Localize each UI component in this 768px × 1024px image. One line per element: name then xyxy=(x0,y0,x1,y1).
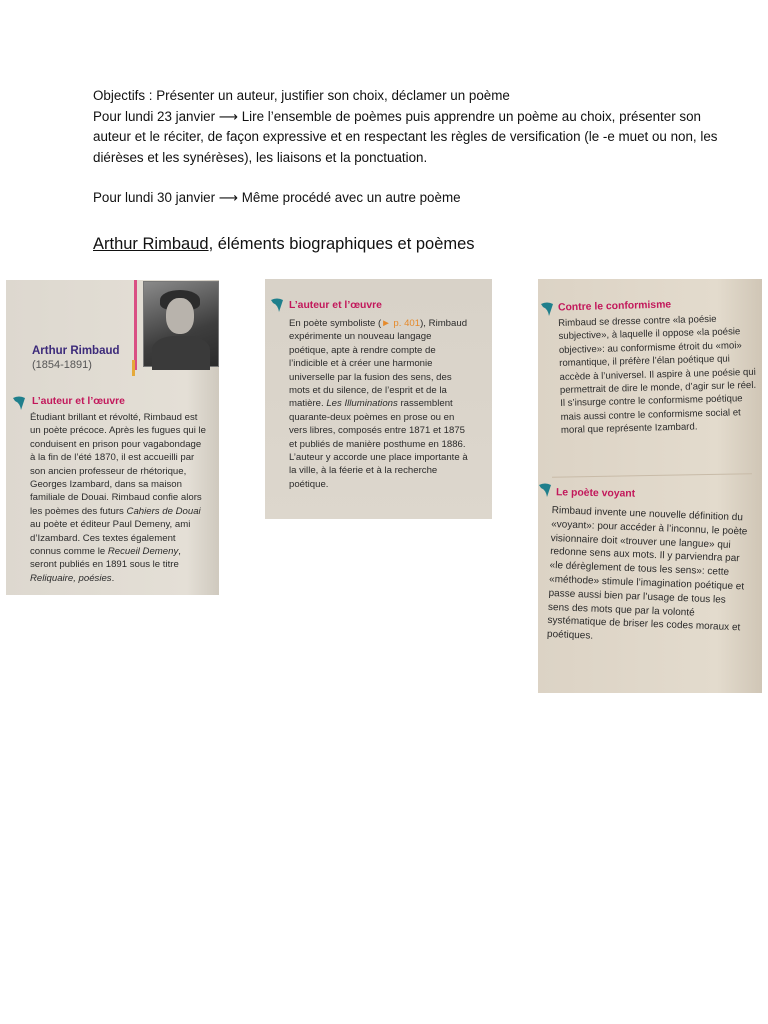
section-body-conformisme: Rimbaud se dresse contre «la poésie subjective», à laquelle il oppose «la poésie objective»: au conformisme étroit du «moi» romantique, il préfère l’élan poétique qui accède à l’universel. Il aspire à une poésie qui permettrait de dire le monde, d’agir sur le réel. Il s’insurge contre le conformisme poétique mais aussi contre le conformisme social et moral que représente Izambard. xyxy=(558,313,757,437)
assignment-1: Pour lundi 23 janvier ⟶ Lire l’ensemble de poèmes puis apprendre un poème au choix, présenter son auteur et le réciter, de façon expressive et en respectant les règles de versification (le -e muet ou non, les diérèses et les synérèses), les liaisons et la ponctuation. xyxy=(93,108,718,165)
section-title-conformisme: Contre le conformisme xyxy=(557,299,672,314)
section-title-voyant: Le poète voyant xyxy=(555,487,636,500)
assignment-2: Pour lundi 30 janvier ⟶ Même procédé avec un autre poème xyxy=(93,190,461,205)
section-heading xyxy=(93,235,475,254)
textbook-photo-poetics xyxy=(538,279,762,693)
section-marker-icon xyxy=(270,297,284,313)
author-link[interactable]: Arthur Rimbaud xyxy=(93,235,209,253)
heading-text: , éléments biographiques et poèmes xyxy=(208,235,475,253)
section-marker-icon xyxy=(12,395,26,411)
section-marker-icon xyxy=(538,482,552,498)
author-name: Arthur Rimbaud xyxy=(32,345,120,357)
decorative-bar xyxy=(132,360,135,376)
section-body: Étudiant brillant et révolté, Rimbaud est un poète précoce. Après les fugues qui le conduisent en prison pour vagabondage à la fin de l’été 1870, il est accueilli par son ancien professeur de rhétorique, Georges Izambard, dans sa maison familiale de Douai. Rimbaud confie alors les poèmes des futurs Cahiers de Douai au poète et éditeur Paul Demeny, ami d’Izambard. Ces textes également connus comme le Recueil Demeny, seront publiés en 1891 sous le titre Reliquaire, poésies. xyxy=(30,412,207,584)
instructions xyxy=(93,86,733,209)
section-body: En poète symboliste (► p. 401), Rimbaud expérimente un nouveau langage poétique, apte à rendre compte de l’indicible et à créer une harmonie universelle par la fusion des sens, des mots et du silence, de l’esprit et de la matière. Les Illuminations rassemblent quarante-deux poèmes en prose ou en vers libres, composés entre 1871 et 1875 et publiés de manière posthume en 1886. L’auteur y accorde une place importante à la ville, à la féerie et à la recherche poétique. xyxy=(289,318,468,490)
author-dates: (1854-1891) xyxy=(32,359,92,371)
section-title: L’auteur et l’œuvre xyxy=(32,396,125,407)
divider xyxy=(552,473,752,477)
section-title: L’auteur et l’œuvre xyxy=(289,300,382,311)
section-marker-icon xyxy=(540,301,554,317)
decorative-bar xyxy=(134,280,137,370)
objectives-line: Objectifs : Présenter un auteur, justifier son choix, déclamer un poème xyxy=(93,88,510,103)
textbook-photo-oeuvre xyxy=(265,279,492,519)
textbook-photo-biography xyxy=(6,280,219,595)
section-body-voyant: Rimbaud invente une nouvelle définition du «voyant»: pour accéder à l’inconnu, le poète visionnaire doit «trouver une langue» qui redonne sens aux mots. Il y parviendra par «le dérèglement de tous les sens»: cette «méthode» stimule l’imagination poétique et passe aussi bien par l’usage de tous les sens des mots que par la volonté systématique de briser les codes moraux et poétiques. xyxy=(546,504,748,642)
rimbaud-portrait xyxy=(143,281,219,367)
